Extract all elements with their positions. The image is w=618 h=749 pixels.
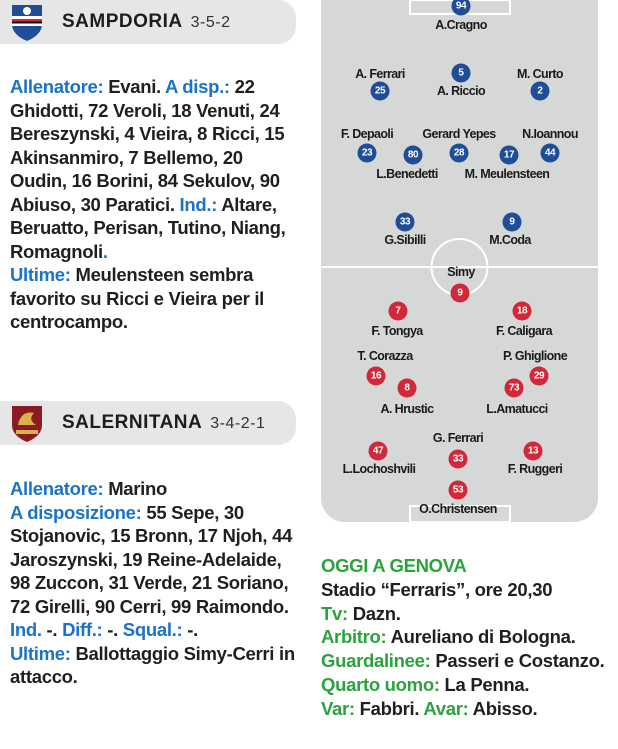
home-player-name: A. Ferrari	[355, 67, 405, 81]
avar-label: Avar:	[423, 697, 469, 719]
away-coach-label: Allenatore:	[10, 478, 104, 499]
away-player-number: 7	[389, 302, 408, 321]
away-player-number: 53	[449, 481, 468, 500]
away-player-number: 9	[451, 284, 470, 303]
home-player-name: L.Benedetti	[376, 167, 438, 181]
quarto-label: Quarto uomo:	[321, 673, 440, 695]
home-player-number: 25	[371, 82, 390, 101]
away-player-name: P. Ghiglione	[502, 349, 568, 363]
away-player-number: 13	[524, 442, 543, 461]
var-label: Var:	[321, 697, 355, 719]
away-player-name: F. Ruggeri	[507, 462, 563, 476]
away-player-number: 33	[449, 450, 468, 469]
match-var	[321, 697, 611, 721]
away-ind: -.	[46, 619, 58, 640]
salernitana-crest-icon	[10, 403, 44, 443]
home-ind-end: .	[102, 240, 108, 262]
home-player-name: M.Coda	[489, 233, 531, 247]
away-player-name: F. Tongya	[371, 324, 423, 338]
home-player-number: 9	[503, 213, 522, 232]
away-player-number: 16	[367, 367, 386, 386]
away-squad-label: A disposizione:	[10, 501, 142, 523]
home-player-name: N.Ioannou	[522, 127, 578, 141]
away-player-name: O.Christensen	[419, 502, 497, 516]
home-team-name: SAMPDORIA 3-5-2	[62, 11, 231, 32]
home-player-number: 23	[358, 144, 377, 163]
home-player-name: M. Curto	[517, 67, 563, 81]
avar-value: Abisso.	[472, 697, 538, 719]
arbitro-value: Aureliano di Bologna.	[390, 626, 576, 648]
away-ind-label: Ind.	[10, 619, 42, 640]
away-ultime: Ballottaggio Simy-Cerri in attacco.	[10, 642, 295, 687]
home-ultime-label: Ultime:	[10, 264, 71, 285]
home-player-number: 17	[500, 146, 519, 165]
home-team-notes	[10, 75, 298, 334]
sampdoria-crest-icon	[10, 2, 44, 42]
home-squad: 22 Ghidotti, 72 Veroli, 18 Venuti, 24 Bereszynski, 4 Vieira, 8 Ricci, 15 Akinsanmiro, 7 Bellemo, 20 Oudin, 16 Borini, 84 Sekulov, 90 Abiuso, 30 Paratici.	[10, 76, 285, 215]
away-squal-label: Squal.:	[122, 619, 183, 640]
home-coach-label: Allenatore:	[10, 76, 104, 97]
away-player-name: A. Hrustic	[380, 402, 434, 416]
home-player-name: M. Meulensteen	[464, 167, 550, 181]
match-title: OGGI A GENOVA	[321, 555, 467, 576]
home-coach: Evani.	[108, 76, 161, 97]
home-player-number: 44	[541, 144, 560, 163]
away-player-number: 18	[513, 302, 532, 321]
home-player-number: 80	[404, 146, 423, 165]
home-player-name: A. Riccio	[436, 84, 486, 98]
away-squad: 55 Sepe, 30 Stojanovic, 15 Bronn, 17 Njoh, 44 Jaroszynski, 19 Reine-Adelaide, 98 Zuccon, 31 Verde, 21 Soriano, 72 Girelli, 90 Cerri, 99 Raimondo.	[10, 501, 293, 617]
away-lineup	[321, 0, 598, 522]
match-referee	[321, 625, 611, 649]
away-player-name: G. Ferrari	[432, 431, 484, 445]
away-player-number: 47	[369, 442, 388, 461]
away-player-number: 73	[505, 379, 524, 398]
away-player-name: T. Corazza	[357, 349, 413, 363]
home-player-name: A.Cragno	[435, 18, 487, 32]
match-linesmen	[321, 649, 611, 673]
away-player-name: L.Lochoshvili	[342, 462, 416, 476]
away-ultime-label: Ultime:	[10, 642, 71, 664]
home-player-name: Gerard Yepes	[422, 127, 496, 141]
home-player-number: 33	[396, 213, 415, 232]
guardalinee-label: Guardalinee:	[321, 650, 431, 672]
guardalinee-value: Passeri e Costanzo.	[435, 650, 605, 672]
match-info	[321, 554, 611, 721]
away-player-name: F. Caligara	[496, 324, 552, 338]
home-formation: 3-5-2	[190, 14, 231, 31]
away-team-name: SALERNITANA 3-4-2-1	[62, 412, 266, 433]
away-team-notes	[10, 477, 298, 689]
home-player-number: 94	[452, 0, 471, 16]
away-diff-label: Diff.:	[62, 619, 103, 640]
home-player-number: 2	[531, 82, 550, 101]
away-player-number: 29	[530, 367, 549, 386]
home-ind-label: Ind.:	[179, 193, 218, 215]
home-player-name: F. Depaoli	[340, 127, 394, 141]
home-squad-label: A disp.:	[165, 76, 230, 97]
match-venue: Stadio “Ferraris”, ore 20,30	[321, 578, 553, 600]
quarto-value: La Penna.	[444, 673, 530, 695]
tv-value: Dazn.	[352, 602, 401, 624]
home-ultime: Meulensteen sembra favorito su Ricci e Vieira per il centrocampo.	[10, 264, 265, 332]
home-ind: Altare, Beruatto, Perisan, Tutino, Niang, Romagnoli	[10, 193, 286, 262]
away-formation: 3-4-2-1	[210, 415, 266, 432]
var-value: Fabbri.	[359, 697, 420, 719]
tv-label: Tv:	[321, 602, 348, 624]
away-team-header	[0, 401, 296, 445]
home-player-number: 28	[450, 144, 469, 163]
away-diff: -.	[107, 619, 118, 640]
home-player-number: 5	[452, 64, 471, 83]
match-tv	[321, 602, 611, 626]
away-player-number: 8	[398, 379, 417, 398]
away-player-name: Simy	[447, 265, 475, 279]
lineup-pitch	[321, 0, 598, 522]
arbitro-label: Arbitro:	[321, 626, 387, 648]
away-squal: -.	[187, 619, 198, 640]
match-fourth-official	[321, 673, 611, 697]
home-team-header	[0, 0, 296, 44]
away-player-name: L.Amatucci	[486, 402, 548, 416]
away-coach: Marino	[108, 478, 168, 499]
home-player-name: G.Sibilli	[384, 233, 426, 247]
